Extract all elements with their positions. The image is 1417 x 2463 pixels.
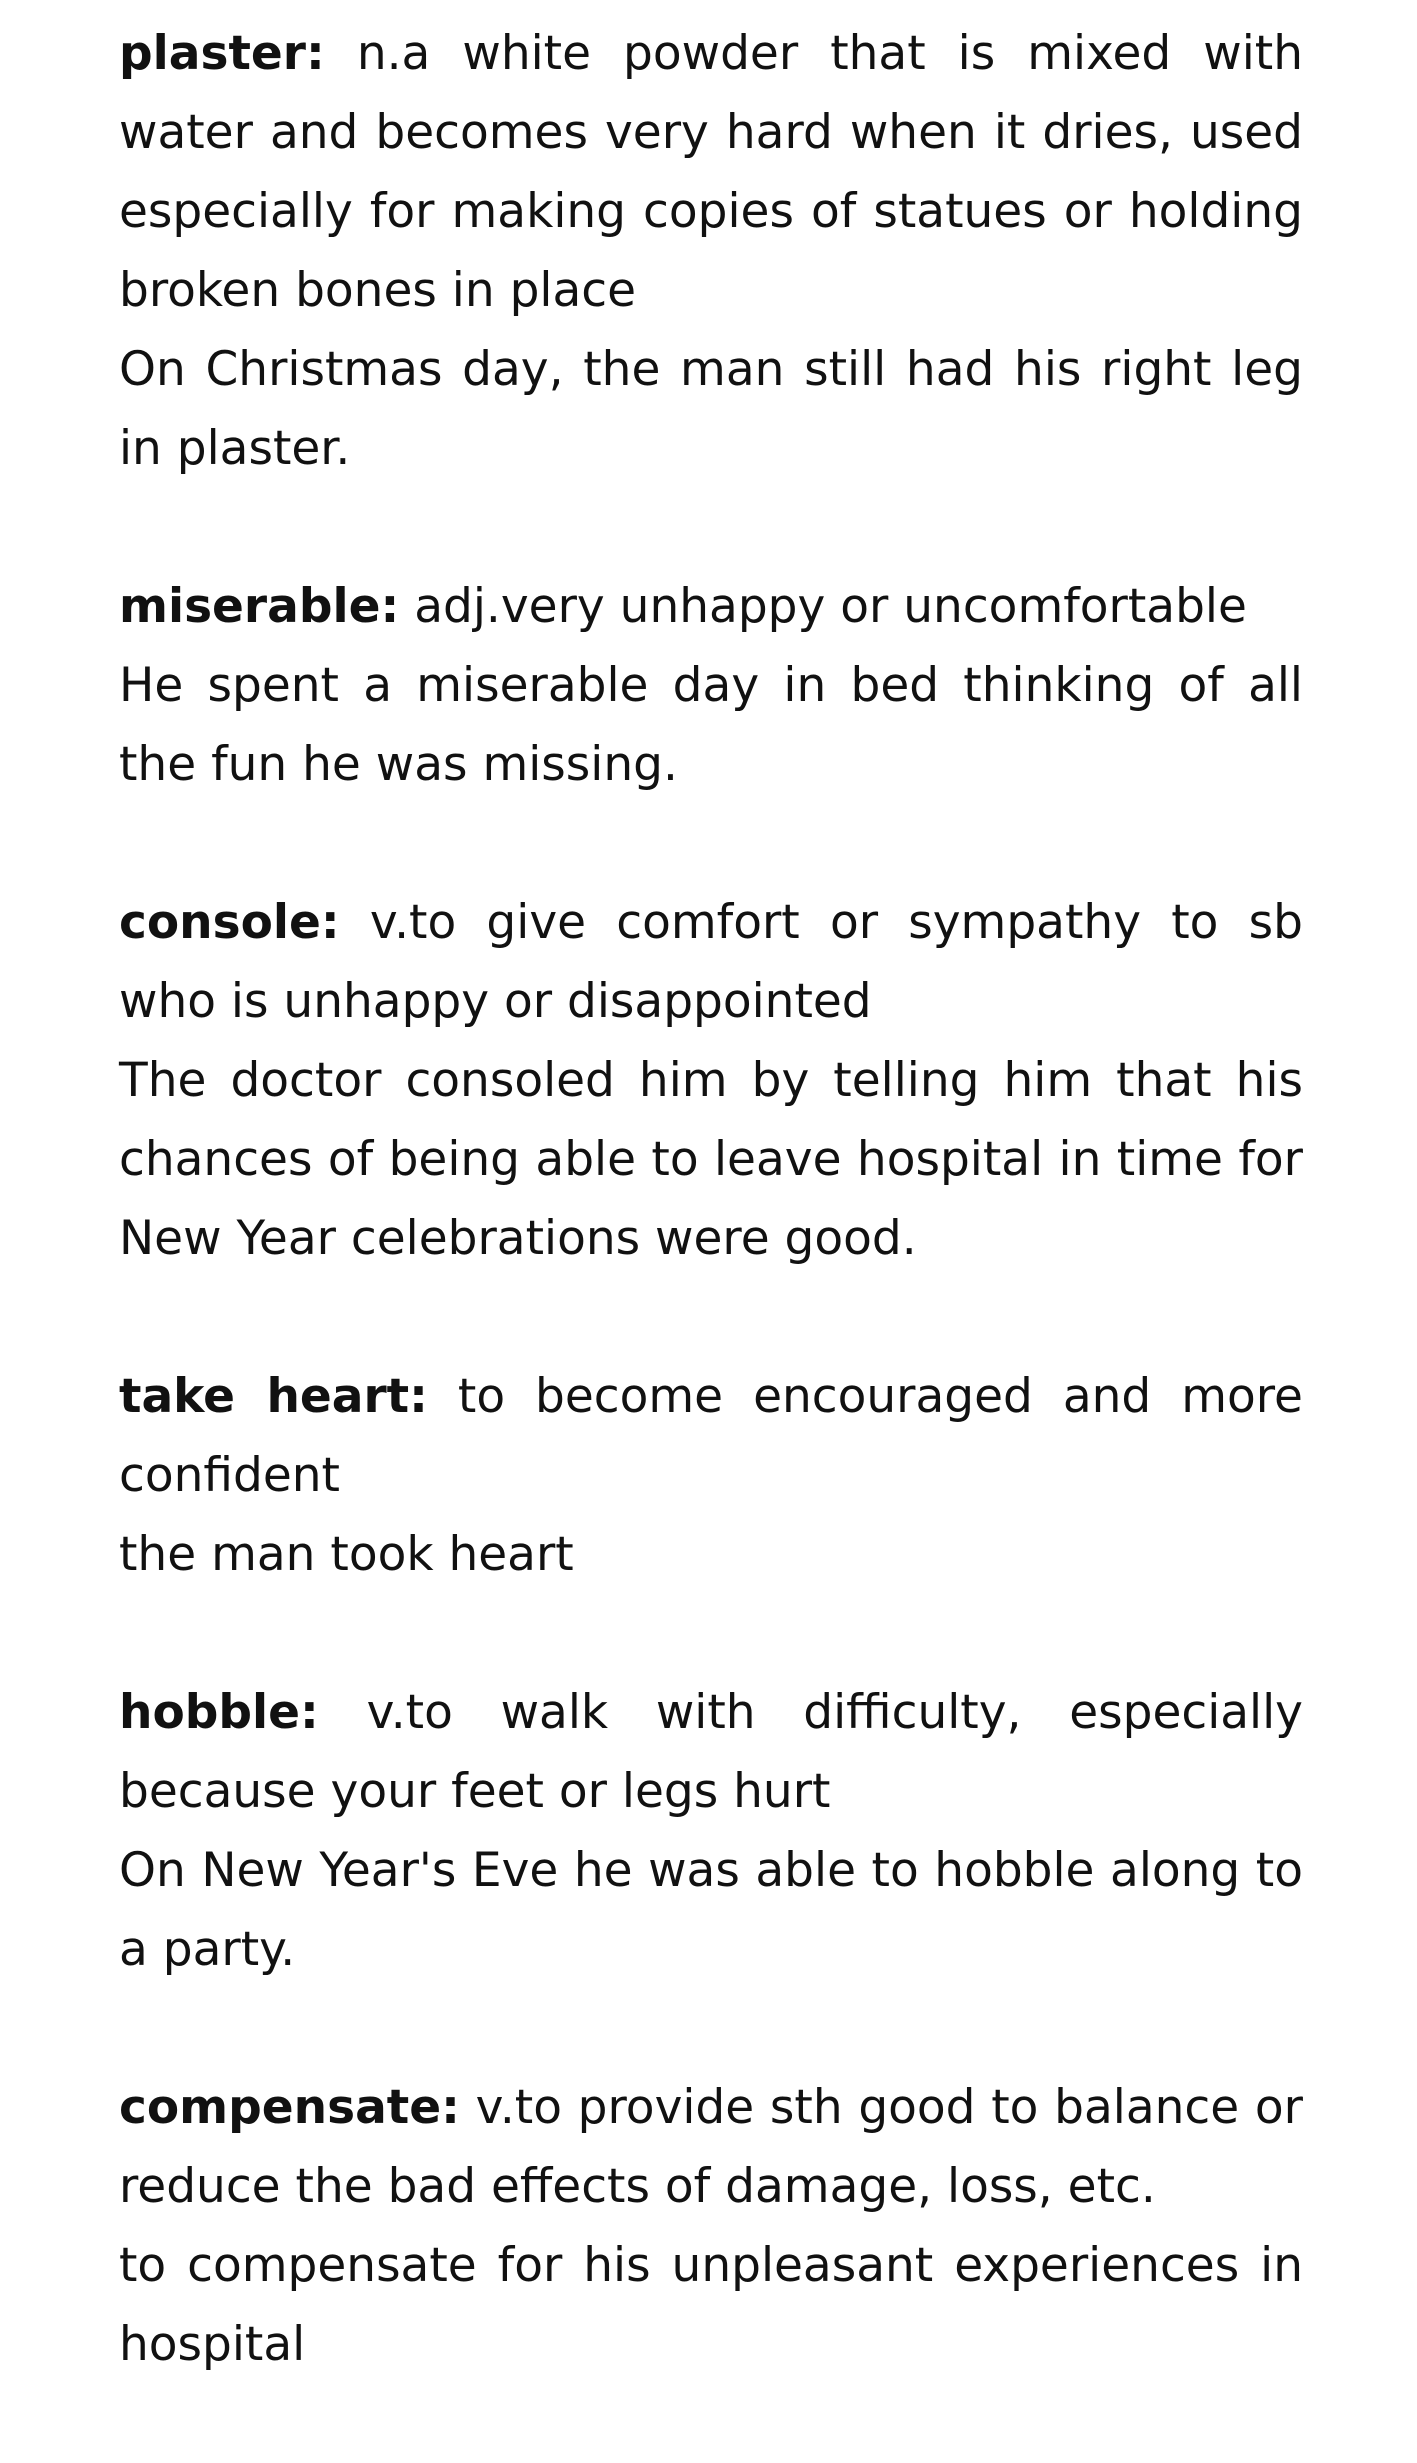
definition: to become encouraged and more confident: [119, 1369, 1303, 1503]
definition-line: [119, 2068, 1303, 2226]
example-sentence: He spent a miserable day in bed thinking of all the fun he was missing.: [119, 658, 1303, 792]
definition: v.to give comfort or sympathy to sb who is unhappy or disappointed: [119, 895, 1303, 1029]
definition: adj.very unhappy or uncomfortable: [414, 579, 1247, 634]
example-sentence: On Christmas day, the man still had his right leg in plaster.: [119, 342, 1303, 476]
term: console:: [119, 895, 340, 950]
example-sentence: to compensate for his unpleasant experiences in hospital: [119, 2238, 1303, 2372]
example-sentence: The doctor consoled him by telling him that his chances of being able to leave hospital in time for New Year celebrations were good.: [119, 1053, 1303, 1266]
term: take heart:: [119, 1369, 428, 1424]
vocab-entry-miserable: [119, 567, 1303, 804]
term: hobble:: [119, 1685, 319, 1740]
definition-line: [119, 14, 1303, 330]
vocabulary-page: [119, 14, 1303, 2463]
vocab-entry-compensate: [119, 2068, 1303, 2384]
term: miserable:: [119, 579, 400, 634]
definition-line: [119, 1673, 1303, 1831]
definition-line: [119, 1357, 1303, 1515]
definition: v.to walk with difficulty, especially because your feet or legs hurt: [119, 1685, 1303, 1819]
example-sentence: On New Year's Eve he was able to hobble along to a party.: [119, 1843, 1303, 1977]
definition-line: [119, 883, 1303, 1041]
vocab-entry-console: [119, 883, 1303, 1278]
term: compensate:: [119, 2080, 460, 2135]
vocab-entry-hobble: [119, 1673, 1303, 1989]
definition-line: [119, 567, 1303, 646]
term: plaster:: [119, 26, 325, 81]
definition: n.a white powder that is mixed with water and becomes very hard when it dries, used especially for making copies of statues or holding broken bones in place: [119, 26, 1303, 318]
definition: v.to provide sth good to balance or reduce the bad effects of damage, loss, etc.: [119, 2080, 1303, 2214]
example-sentence: the man took heart: [119, 1527, 574, 1582]
vocab-entry-take-heart: [119, 1357, 1303, 1594]
vocab-entry-plaster: [119, 14, 1303, 488]
